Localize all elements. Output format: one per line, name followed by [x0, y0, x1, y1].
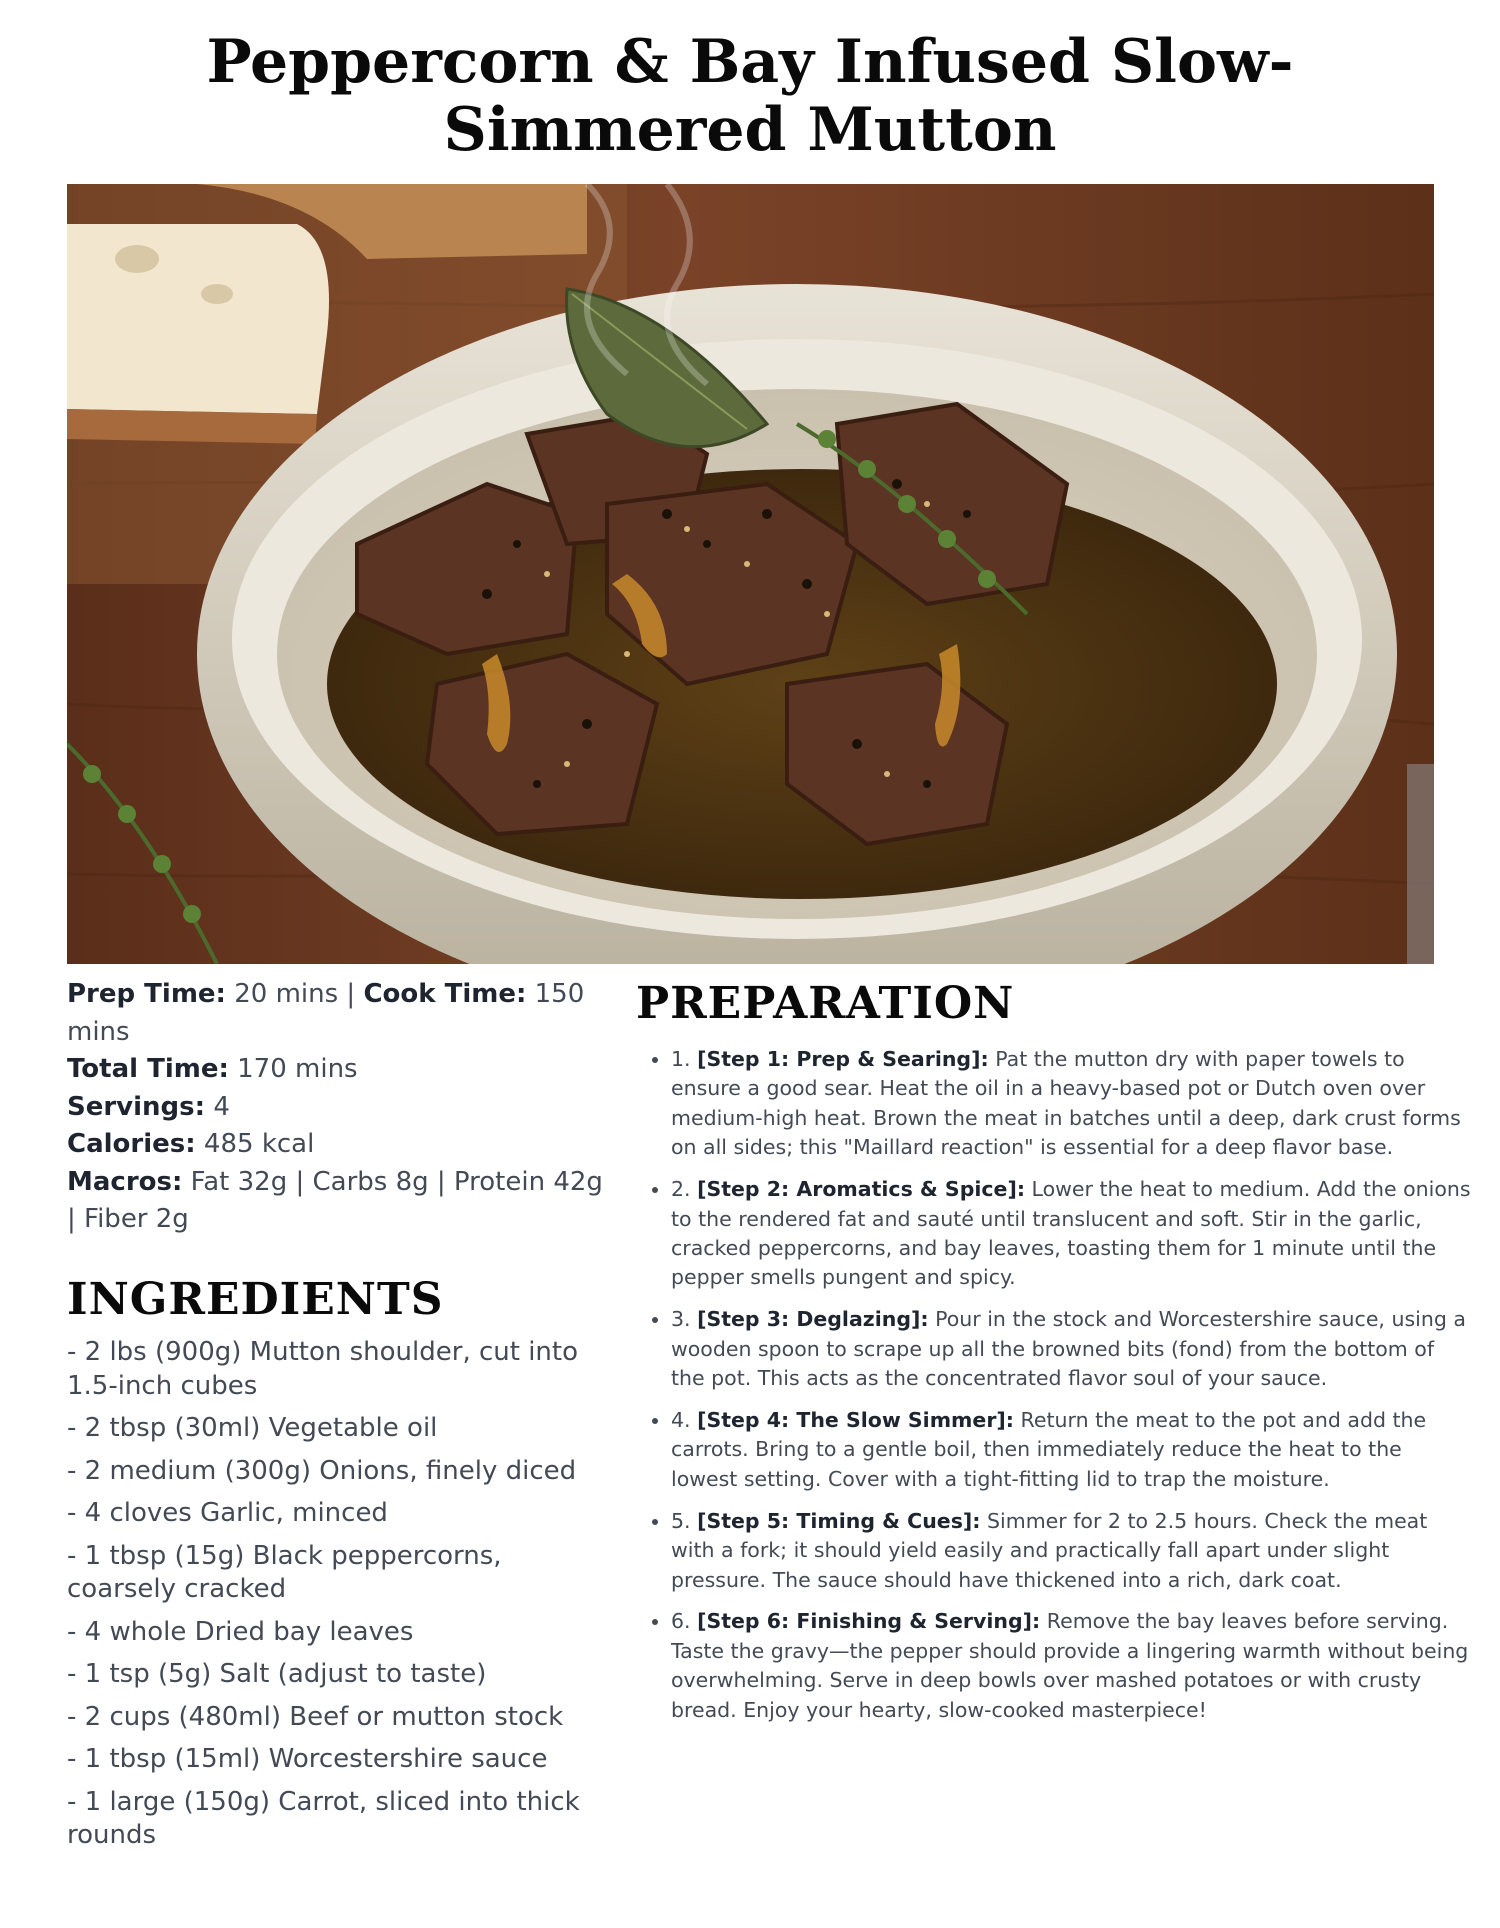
cook-time-label: Cook Time:: [363, 979, 527, 1009]
step-item: [671, 1406, 1471, 1494]
step-label: [Step 3: Deglazing]:: [697, 1307, 929, 1332]
ingredient-item: - 1 tsp (5g) Salt (adjust to taste): [67, 1659, 487, 1689]
macros-line: [67, 1164, 612, 1239]
step-text: Lower the heat to medium. Add the onions to the rendered fat and sauté until translucent and soft. Stir in the garlic, cracked peppercorns, and bay leaves, toasting them for 1 minute until the pepper smells pungent and spicy.: [671, 1177, 1471, 1290]
separator: |: [346, 979, 356, 1009]
calories-label: Calories:: [67, 1129, 196, 1159]
calories-line: [67, 1126, 612, 1164]
macros-label: Macros:: [67, 1166, 183, 1197]
step-label: [Step 2: Aromatics & Spice]:: [697, 1177, 1026, 1202]
calories-value: 485 kcal: [203, 1129, 315, 1159]
stew-bowl-illustration: [67, 184, 1434, 964]
ingredient-item: - 2 lbs (900g) Mutton shoulder, cut into 1.5-inch cubes: [67, 1337, 579, 1401]
fork: [1407, 764, 1434, 964]
ingredient-item: - 4 cloves Garlic, minced: [67, 1498, 388, 1528]
step-text: Pour in the stock and Worcestershire sauce, using a wooden spoon to scrape up all the browned bits (fond) from the bottom of the pot. This acts as the concentrated flavor soul of your sauce.: [671, 1307, 1466, 1391]
hero-photo: [67, 184, 1434, 964]
preparation-steps: [640, 1045, 1471, 1738]
cook-time-value: 150 mins: [67, 979, 585, 1047]
step-label: [Step 5: Timing & Cues]:: [697, 1508, 981, 1533]
step-item: [671, 1607, 1471, 1725]
servings-line: [67, 1089, 612, 1127]
ingredients-list: [67, 1336, 612, 1862]
step-item: [671, 1507, 1471, 1595]
step-item: [671, 1305, 1471, 1393]
step-number: 4.: [671, 1407, 691, 1432]
step-number: 2.: [671, 1177, 691, 1202]
step-label: [Step 4: The Slow Simmer]:: [697, 1407, 1015, 1432]
total-time-label: Total Time:: [67, 1054, 229, 1084]
prep-time-value: 20 mins: [234, 979, 339, 1009]
ingredient-item: - 1 tbsp (15g) Black peppercorns, coarsely cracked: [67, 1540, 502, 1604]
step-number: 6.: [671, 1609, 691, 1634]
step-item: [671, 1045, 1471, 1163]
total-time-value: 170 mins: [237, 1054, 358, 1084]
recipe-meta: [67, 976, 612, 1239]
step-text: Simmer for 2 to 2.5 hours. Check the meat with a fork; it should yield easily and practically fall apart under slight pressure. The sauce should have thickened into a rich, dark coat.: [671, 1508, 1428, 1592]
step-number: 3.: [671, 1307, 691, 1332]
ingredient-item: - 1 large (150g) Carrot, sliced into thick rounds: [67, 1786, 580, 1850]
servings-value: 4: [213, 1091, 230, 1122]
prep-time-label: Prep Time:: [67, 979, 226, 1009]
step-item: [671, 1175, 1471, 1293]
preparation-heading: PREPARATION: [636, 978, 1015, 1029]
step-label: [Step 6: Finishing & Serving]:: [697, 1609, 1041, 1634]
step-text: Pat the mutton dry with paper towels to ensure a good sear. Heat the oil in a heavy-based pot or Dutch oven over medium-high heat. Brown the meat in batches until a deep, dark crust forms on all sides; this "Maillard reaction" is essential for a deep flavor base.: [671, 1047, 1461, 1160]
time-line: [67, 976, 612, 1051]
step-number: 5.: [671, 1508, 691, 1533]
step-label: [Step 1: Prep & Searing]:: [697, 1047, 989, 1071]
step-text: Remove the bay leaves before serving. Taste the gravy—the pepper should provide a lingering warmth without being overwhelming. Serve in deep bowls over mashed potatoes or with crusty bread. Enjoy your hearty, slow-cooked masterpiece!: [671, 1609, 1469, 1722]
step-number: 1.: [671, 1047, 691, 1071]
ingredient-item: - 2 tbsp (30ml) Vegetable oil: [67, 1413, 438, 1443]
ingredients-heading: INGREDIENTS: [67, 1274, 444, 1325]
macros-value: Fat 32g | Carbs 8g | Protein 42g | Fiber 2g: [67, 1166, 603, 1234]
recipe-title: Peppercorn & Bay Infused Slow-Simmered Mutton: [206, 27, 1294, 165]
ingredient-item: - 2 medium (300g) Onions, finely diced: [67, 1455, 577, 1486]
total-time-line: [67, 1051, 612, 1089]
ingredient-item: - 4 whole Dried bay leaves: [67, 1616, 414, 1647]
ingredient-item: - 2 cups (480ml) Beef or mutton stock: [67, 1701, 564, 1732]
ingredient-item: - 1 tbsp (15ml) Worcestershire sauce: [67, 1744, 548, 1774]
step-text: Return the meat to the pot and add the carrots. Bring to a gentle boil, then immediately reduce the heat to the lowest setting. Cover with a tight-fitting lid to trap the moisture.: [671, 1407, 1427, 1491]
servings-label: Servings:: [67, 1091, 206, 1122]
